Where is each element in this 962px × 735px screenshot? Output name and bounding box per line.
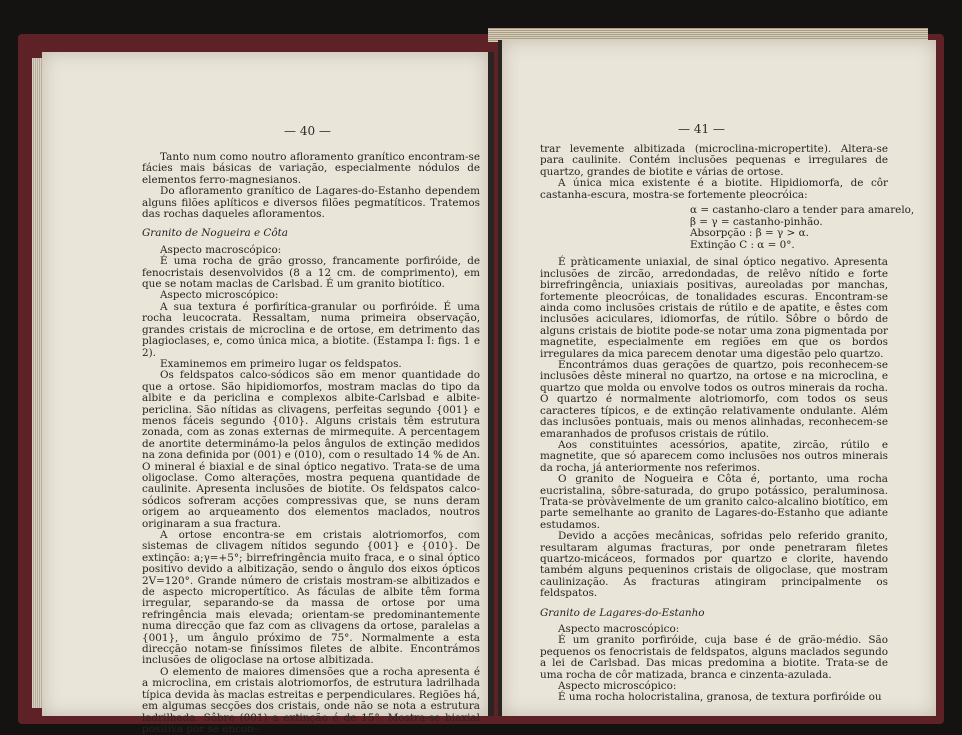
right-paragraph: trar levemente albitizada (microclina-micropertite). Altera-se para caulinite. Contém inclusões pequenas e irregulares de quartzo, grandes de biotite e várias de ortose.: [540, 143, 888, 178]
left-section-heading: Granito de Nogueira e Côta: [142, 227, 288, 240]
right-paragraph: O granito de Nogueira e Côta é, portanto, uma rocha eucristalina, sôbre-saturada, do grupo potássico, peraluminosa. Trata-se pròvàvelmente de um granito calco-alcalino biotítico, em parte semelhante ao granito de Lagares-do-Estanho que adiante estudamos.: [540, 473, 888, 531]
right-paragraph: É pràticamente uniaxial, de sinal óptico negativo. Apresenta inclusões de zircão, arredondadas, de relêvo nítido e forte birrefringência, uniaxiais positivas, aureoladas por manchas, fortemente pleocróicas, de tonalidades escuras. Encontram-se ainda como inclusões cristais de rútilo e de apatite, e êstes com inclusões aciculares, idiomorfas, de rútilo. Sôbre o bôrdo de alguns cristais de biotite pode-se notar uma zona pigmentada por magnetite, especialmente em regiões em que os bordos irregulares da mica parecem denotar uma digestão pelo quartzo.: [540, 256, 888, 360]
left-paragraph: Do afloramento granítico de Lagares-do-Estanho dependem alguns filões aplíticos e diversos filões pegmatíticos. Tratemos das rochas daqueles afloramentos.: [142, 185, 480, 221]
left-paragraph: Os feldspatos calco-sódicos são em menor quantidade do que a ortose. São hipidiomorfos, mostram maclas do tipo da albite e da periclina e complexos albite-Carlsbad e albite-periclina. São nítidas as clivagens, perfeitas segundo {001} e menos fáceis segundo {010}. Alguns cristais têm estrutura zonada, com as zonas externas de mirmequite. A percentagem de anortite determinámo-la pelos ângulos de extinção medidos na zona definida por (001) e (010), com o resultado 14 % de An. O mineral é biaxial e de sinal óptico negativo. Trata-se de uma oligoclase. Como alterações, mostra pequena quantidade de caulinite. Apresenta inclusões de biotite. Os feldspatos calco-sódicos sofreram acções compressivas que, se nuns deram origem ao arqueamento dos elementos maclados, noutros originaram a sua fractura.: [142, 369, 480, 530]
formula-line: Absorpção : β = γ > α.: [690, 227, 809, 240]
right-page: [498, 40, 936, 716]
open-book: [18, 22, 944, 735]
left-paragraph: Tanto num como noutro afloramento granítico encontram-se fácies mais básicas de variação, especialmente nódulos de elementos ferro-magnesianos.: [142, 151, 480, 186]
right-paragraph: Aos constituintes acessórios, apatite, zircão, rútilo e magnetite, que só aparecem como inclusões nos outros minerais da rocha, já anteriormente nos referimos.: [540, 438, 888, 474]
left-paragraph: É uma rocha de grão grosso, francamente porfiróide, de fenocristais desenvolvidos (8 a 12 cm. de comprimento), em que se notam maclas de Carlsbad. É um granito biotítico.: [142, 255, 480, 291]
formula-line: β = γ = castanho-pinhão.: [690, 215, 823, 228]
left-paragraph: A sua textura é porfirítica-granular ou porfiróide. É uma rocha leucocrata. Ressaltam, numa primeira observação, grandes cristais de microclina e de ortose, em detrimento das plagioclases, e, como única mica, a biotite. (Estampa I: figs. 1 e 2).: [142, 300, 480, 359]
right-paragraph: Encontrámos duas gerações de quartzo, pois reconhecem-se inclusões dêste mineral no quartzo, na ortose e na microclina, e quartzo que molda ou envolve todos os outros minerais da rocha. O quartzo é normalmente alotriomorfo, com todos os seus caracteres típicos, e de extinção relativamente ondulante. Além das inclusões pontuais, mais ou menos alinhadas, reconhecem-se emaranhados de profusos cristais de rútilo.: [540, 359, 888, 440]
right-paragraph: A única mica existente é a biotite. Hipidiomorfa, de côr castanha-escura, mostra-se fortemente pleocróica:: [540, 177, 888, 201]
right-formula: [540, 204, 915, 251]
left-paragraph: Aspecto macroscópico:: [160, 243, 282, 256]
right-paragraph: Aspecto macroscópico:: [558, 623, 680, 635]
formula-line: α = castanho-claro a tender para amarelo,: [690, 204, 915, 217]
left-paragraph: Examinemos em primeiro lugar os feldspatos.: [160, 357, 402, 370]
right-page-number: — 41 —: [678, 122, 725, 136]
right-paragraph: Aspecto microscópico:: [558, 680, 677, 693]
left-paragraph: Aspecto microscópico:: [160, 289, 279, 302]
left-page-text: [142, 152, 480, 735]
right-paragraph: É uma rocha holocristalina, granosa, de textura porfiróide ou: [558, 691, 882, 704]
formula-line: Extinção C : α = 0°.: [690, 238, 795, 251]
right-page-text: [540, 143, 915, 704]
right-section-heading: Granito de Lagares-do-Estanho: [540, 606, 705, 619]
left-page-number: — 40 —: [284, 124, 331, 138]
right-paragraph: É um granito porfiróide, cuja base é de grão-médio. São pequenos os fenocristais de feldspatos, alguns maclados segundo a lei de Carlsbad. Das micas predomina a biotite. Trata-se de uma rocha de côr matizada, branca e cinzenta-azulada.: [540, 634, 888, 681]
right-paragraph: Devido a acções mecânicas, sofridas pelo referido granito, resultaram algumas fracturas, por onde penetraram filetes quartzo-micáceos, formados por quartzo e clorite, havendo também alguns pequeninos cristais de oligoclase, que mostram caulinização. As fracturas atingiram principalmente os feldspatos.: [540, 530, 888, 600]
left-paragraph: O elemento de maiores dimensões que a rocha apresenta é a microclina, em cristais alotriomorfos, de estrutura ladrilhada típica devida às maclas estreitas e perpendiculares. Regiões há, em algumas secções dos cristais, onde não se nota a estrutura ladrilhada. Sôbre (001) a extinção é de 15°. Mostra-se biaxial positiva por se encon-: [142, 665, 480, 735]
left-paragraph: A ortose encontra-se em cristais alotriomorfos, com sistemas de clivagem nítidos segundo {001} e {010}. De extinção: a;γ=+5°; birrefringência muito fraca, e o sinal óptico positivo devido a albitização, sendo o ângulo dos eixos ópticos 2V=120°. Grande número de cristais mostram-se albitizados e de aspecto micropertítico. As fáculas de albite têm forma irregular, separando-se da massa de ortose por uma refringência mais elevada; orientam-se predominantemente numa direcção que faz com as clivagens da ortose, paralelas a {001}, um ângulo próximo de 75°. Normalmente a esta direcção notam-se finíssimos filetes de albite. Encontrámos inclusões de oligoclase na ortose albitizada.: [142, 529, 480, 667]
left-page: [42, 52, 494, 735]
